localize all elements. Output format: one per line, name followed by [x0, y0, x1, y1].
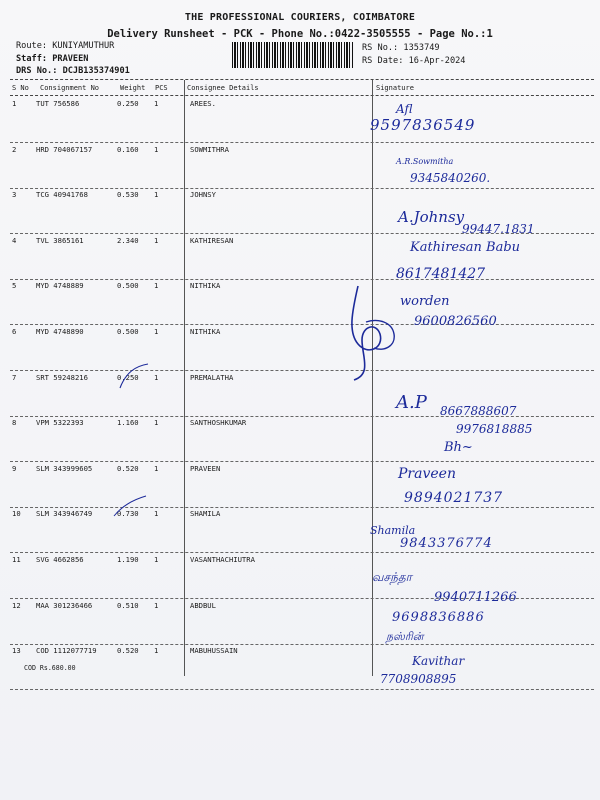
- row-separator: [10, 188, 594, 189]
- row-pcs: 1: [154, 509, 159, 519]
- row-consignment-no: COD 1112077719: [36, 646, 97, 656]
- signature-phone-7: 8667888607: [440, 404, 517, 418]
- drs-number: DRS No.: DCJB135374901: [16, 66, 130, 76]
- table-row: [0, 99, 600, 145]
- runsheet-meta-left: [16, 40, 130, 78]
- row-sno: 4: [12, 235, 17, 245]
- barcode-image: [232, 42, 354, 68]
- header-top-rule: [10, 79, 594, 80]
- row-consignment-no: MYD 4748890: [36, 327, 84, 336]
- signature-phone-1: 9597836549: [370, 116, 476, 134]
- signature-phone-12: 9698836886: [392, 610, 485, 625]
- row-consignee: KATHIRESAN: [190, 235, 234, 245]
- col-header-consignee: Consignee Details: [187, 84, 259, 92]
- signature-phone-9: 9894021737: [404, 490, 504, 506]
- row-separator: [10, 644, 594, 645]
- row-weight: 0.160: [117, 144, 139, 154]
- company-title: THE PROFESSIONAL COURIERS, COIMBATORE: [184, 12, 416, 23]
- signature-name-5: worden: [400, 294, 450, 309]
- row-weight: 0.500: [117, 327, 139, 336]
- row-sno: 1: [12, 99, 17, 108]
- signature-name-10: Shamila: [370, 524, 416, 537]
- row-sno: 13: [12, 646, 21, 656]
- row-separator: [10, 507, 594, 508]
- rs-date: RS Date: 16-Apr-2024: [362, 55, 466, 66]
- row-weight: 0.730: [117, 509, 139, 519]
- signature-phone-3: 99447.1831: [462, 222, 535, 236]
- row-sno: 11: [12, 555, 21, 564]
- row-pcs: 1: [154, 555, 159, 564]
- row-sno: 10: [12, 509, 21, 519]
- row-consignment-no: SLM 343946749: [36, 509, 93, 519]
- col-header-signature: Signature: [376, 84, 414, 92]
- runsheet-subtitle: Delivery Runsheet - PCK - Phone No.:0422-3505555 - Page No.:1: [107, 28, 493, 40]
- row-consignee: AREES.: [190, 99, 216, 108]
- row-weight: 0.250: [117, 99, 139, 108]
- signature-name-4: Kathiresan Babu: [410, 240, 521, 255]
- table-row: [0, 464, 600, 510]
- rs-number: RS No.: 1353749: [362, 43, 440, 53]
- signature-name-9: Praveen: [398, 466, 456, 482]
- row-pcs: 1: [154, 99, 159, 108]
- col-header-sno: S No: [12, 84, 29, 92]
- signature-phone-13: 7708908895: [380, 672, 457, 686]
- row-pcs: 1: [154, 372, 159, 382]
- signature-scribble-1: Afl: [396, 102, 413, 116]
- row-sno: 12: [12, 600, 21, 610]
- row-consignment-no: TUT 756586: [36, 99, 80, 108]
- row-weight: 0.530: [117, 190, 139, 200]
- row-weight: 0.520: [117, 646, 139, 656]
- row-weight: 1.160: [117, 418, 139, 428]
- row-consignment-no: MAA 301236466: [36, 600, 93, 610]
- route-label: Route: KUNIYAMUTHUR: [16, 41, 115, 51]
- row-separator: [10, 370, 594, 371]
- stray-ink-mark: [118, 362, 158, 392]
- signature-name-13: Kavithar: [412, 654, 465, 668]
- header-bottom-rule: [10, 95, 594, 96]
- table-row: [0, 509, 600, 555]
- row-consignment-no: SLM 343999605: [36, 463, 93, 473]
- row-pcs: 1: [154, 463, 159, 473]
- table-row: [0, 145, 600, 191]
- row-weight: 0.500: [117, 281, 139, 291]
- stray-ink-mark-2: [112, 492, 152, 522]
- row-consignment-no: TVL 3865161: [36, 235, 84, 245]
- signature-phone-10: 9843376774: [400, 536, 493, 551]
- row-consignee: NITHIKA: [190, 281, 221, 291]
- signature-phone-11: 9940711266: [434, 590, 517, 605]
- row-weight: 2.340: [117, 235, 139, 245]
- row-separator: [10, 142, 594, 143]
- cod-amount-note: COD Rs.680.00: [24, 664, 76, 672]
- table-row: [0, 281, 600, 327]
- row-pcs: 1: [154, 327, 159, 336]
- row-consignment-no: VPM 5322393: [36, 418, 84, 428]
- row-consignment-no: TCG 40941768: [36, 190, 88, 200]
- row-sno: 5: [12, 281, 17, 291]
- row-pcs: 1: [154, 600, 159, 610]
- row-sno: 7: [12, 372, 17, 382]
- row-consignee: SANTHOSHKUMAR: [190, 418, 247, 428]
- signature-scribble-8: Bh~: [444, 440, 473, 455]
- col-header-consignment: Consignment No: [40, 84, 100, 92]
- row-separator: [10, 324, 594, 325]
- table-row: [0, 327, 600, 373]
- signature-phone-2: 9345840260.: [410, 171, 491, 185]
- row-consignee: JOHNSY: [190, 190, 216, 200]
- row-consignment-no: SRT 59248216: [36, 372, 88, 382]
- row-consignment-no: MYD 4748889: [36, 281, 84, 291]
- row-pcs: 1: [154, 144, 159, 154]
- signature-phone-8: 9976818885: [456, 422, 533, 436]
- row-weight: 0.250: [117, 372, 139, 382]
- row-separator: [10, 552, 594, 553]
- row-consignee: MABUHUSSAIN: [190, 646, 238, 656]
- runsheet-meta-right: [362, 42, 465, 67]
- row-consignee: SHAMILA: [190, 509, 221, 519]
- row-consignee: PREMALATHA: [190, 372, 234, 382]
- signature-phone-4: 8617481427: [396, 266, 486, 282]
- row-sno: 6: [12, 327, 17, 336]
- row-pcs: 1: [154, 235, 159, 245]
- staff-label: Staff: PRAVEEN: [16, 53, 89, 64]
- signature-loop-scribble: [344, 282, 414, 382]
- row-sno: 9: [12, 463, 17, 473]
- row-consignee: PRAVEEN: [190, 463, 221, 473]
- row-sno: 2: [12, 144, 17, 154]
- row-pcs: 1: [154, 281, 159, 291]
- row-separator: [10, 689, 594, 690]
- table-row: [0, 601, 600, 647]
- row-pcs: 1: [154, 190, 159, 200]
- row-consignee: SOWMITHRA: [190, 144, 229, 154]
- signature-initials-7: A.P: [396, 392, 427, 413]
- signature-name-3: A.Johnsy: [398, 208, 465, 226]
- row-pcs: 1: [154, 646, 159, 656]
- row-weight: 0.520: [117, 463, 139, 473]
- signature-phone-5: 9600826560: [414, 314, 497, 329]
- col-header-pcs: PCS: [155, 84, 168, 92]
- row-separator: [10, 461, 594, 462]
- row-consignment-no: HRD 704067157: [36, 144, 93, 154]
- row-weight: 1.190: [117, 555, 139, 564]
- signature-name-12: நஸ்ரின்: [386, 630, 424, 643]
- row-consignee: ABDBUL: [190, 600, 216, 610]
- col-header-weight: Weight: [120, 84, 146, 92]
- row-consignee: VASANTHACHIUTRA: [190, 555, 255, 564]
- row-pcs: 1: [154, 418, 159, 428]
- row-consignment-no: SVG 4662856: [36, 555, 84, 564]
- signature-name-11: வசந்தா: [372, 570, 412, 584]
- row-sno: 8: [12, 418, 17, 428]
- row-consignee: NITHIKA: [190, 327, 221, 336]
- row-weight: 0.510: [117, 600, 139, 610]
- table-row: [0, 646, 600, 692]
- signature-name-2: A.R.Sowmitha: [396, 157, 454, 166]
- row-sno: 3: [12, 190, 17, 200]
- row-separator: [10, 279, 594, 280]
